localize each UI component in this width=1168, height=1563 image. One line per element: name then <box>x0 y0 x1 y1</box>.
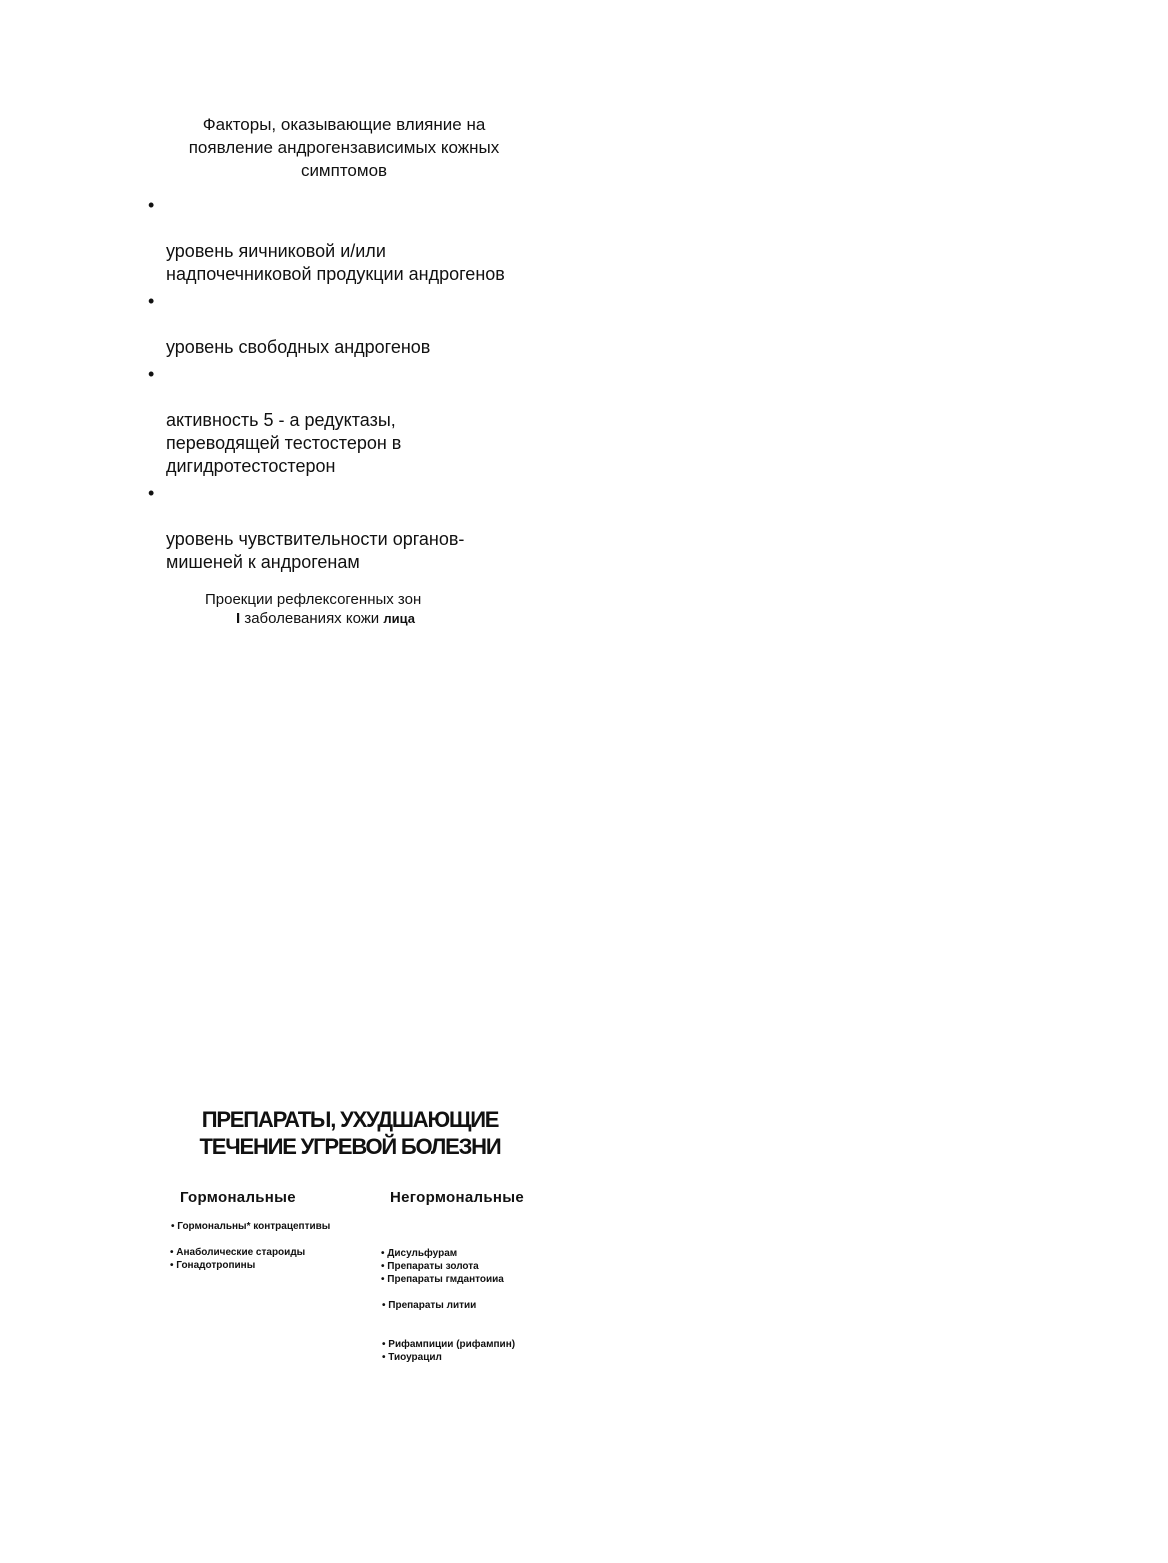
hormonal-item: • Гонадотропины <box>170 1260 256 1271</box>
factors-list <box>148 194 548 578</box>
list-item-text: уровень яичниковой и/или надпочечниковой продукции андрогенов <box>166 241 505 284</box>
list-item-text: активность 5 - а редуктазы, переводящей тестостерон в дигидротестостерон <box>166 410 402 476</box>
nonhormonal-item: • Тиоурацил <box>382 1352 442 1363</box>
hormonal-column-heading: Гормональные <box>180 1189 296 1206</box>
list-item <box>148 363 548 478</box>
list-item-text: уровень чувствительности органов- мишеней к андрогенам <box>166 529 465 572</box>
list-item <box>148 290 548 359</box>
bullet-icon: • <box>148 291 155 311</box>
caption-marker: I <box>236 610 241 627</box>
reflex-zones-caption <box>205 590 505 628</box>
nonhormonal-item: • Рифампиции (рифампин) <box>382 1339 516 1350</box>
nonhormonal-item: • Препараты золота <box>381 1261 479 1272</box>
factors-title: Факторы, оказывающие влияние на появление андрогензависимых кожных симптомов <box>188 115 500 180</box>
hormonal-item: • Анаболические староиды <box>170 1247 306 1258</box>
hormonal-item: • Гормональны* контрацептивы <box>171 1221 331 1232</box>
nonhormonal-item: • Препараты литии <box>382 1300 477 1311</box>
caption-line-2-text: заболеваниях кожи <box>240 610 384 627</box>
bullet-icon: • <box>148 364 155 384</box>
bullet-icon: • <box>148 483 155 503</box>
caption-bold-word: лица <box>383 611 415 626</box>
drugs-title: ПРЕПАРАТЫ, УХУДШАЮЩИЕ ТЕЧЕНИЕ УГРЕВОЙ БОЛЕЗНИ <box>199 1107 501 1159</box>
bullet-icon: • <box>148 195 155 215</box>
list-item-text: уровень свободных андрогенов <box>166 337 431 357</box>
caption-line-1: Проекции рефлексогенных зон <box>205 591 422 608</box>
nonhormonal-item: • Дисульфурам <box>381 1248 458 1259</box>
list-item <box>148 482 548 574</box>
list-item <box>148 194 548 286</box>
nonhormonal-item: • Препараты гмдантоииа <box>381 1274 504 1285</box>
caption-line-2 <box>205 609 505 628</box>
nonhormonal-column-heading: Негормональные <box>390 1189 524 1206</box>
